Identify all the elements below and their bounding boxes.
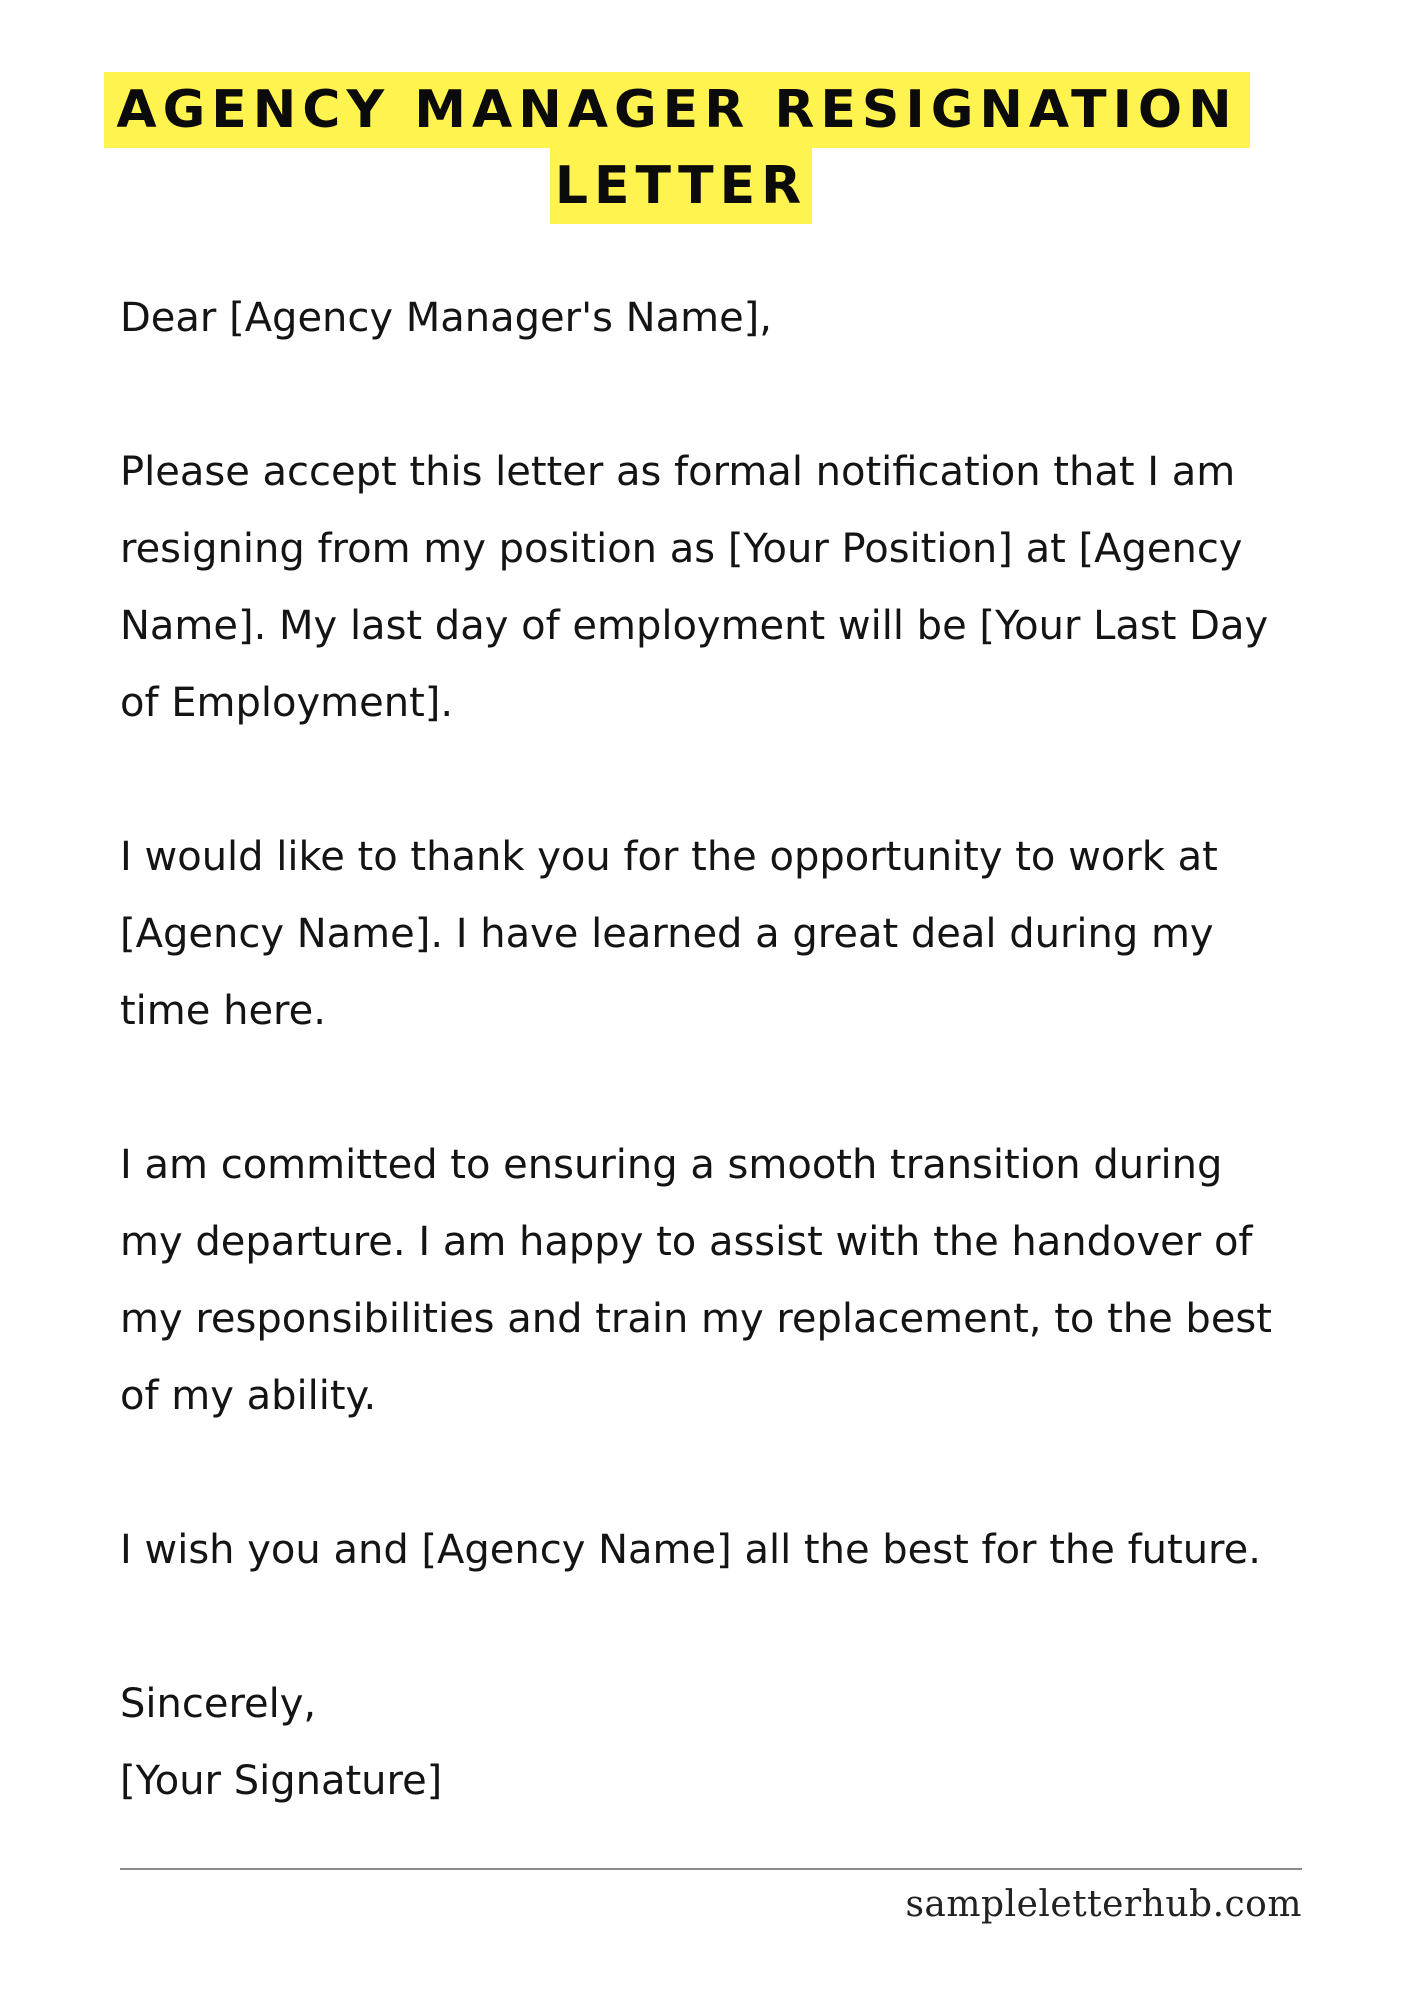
paragraph-3 xyxy=(120,1127,1360,1435)
paragraph-line: I would like to thank you for the opportunity to work at xyxy=(120,834,1218,880)
salutation: Dear [Agency Manager's Name], xyxy=(120,295,772,341)
paragraph-line: [Agency Name]. I have learned a great deal during my xyxy=(120,911,1214,957)
paragraph-1 xyxy=(120,434,1360,742)
paragraph-line: I wish you and [Agency Name] all the best for the future. xyxy=(120,1527,1261,1573)
paragraph-line: I am committed to ensuring a smooth transition during xyxy=(120,1142,1223,1188)
paragraph-line: Please accept this letter as formal notification that I am xyxy=(120,449,1236,495)
footer-brand: sampleletterhub.com xyxy=(905,1884,1302,1925)
paragraph-4 xyxy=(120,1512,1360,1589)
title-line-1: AGENCY MANAGER RESIGNATION xyxy=(104,72,1250,148)
closing: Sincerely, xyxy=(120,1681,317,1727)
title-line-2: LETTER xyxy=(550,148,812,224)
paragraph-line: resigning from my position as [Your Position] at [Agency xyxy=(120,526,1243,572)
footer-divider xyxy=(120,1868,1302,1870)
paragraph-line: of my ability. xyxy=(120,1373,377,1419)
signature-placeholder: [Your Signature] xyxy=(120,1758,443,1804)
paragraph-line: time here. xyxy=(120,988,326,1034)
paragraph-line: of Employment]. xyxy=(120,680,454,726)
letter-body xyxy=(120,280,1360,1820)
paragraph-line: my responsibilities and train my replacement, to the best xyxy=(120,1296,1272,1342)
paragraph-line: Name]. My last day of employment will be [Your Last Day xyxy=(120,603,1269,649)
paragraph-2 xyxy=(120,819,1360,1050)
paragraph-line: my departure. I am happy to assist with the handover of xyxy=(120,1219,1253,1265)
